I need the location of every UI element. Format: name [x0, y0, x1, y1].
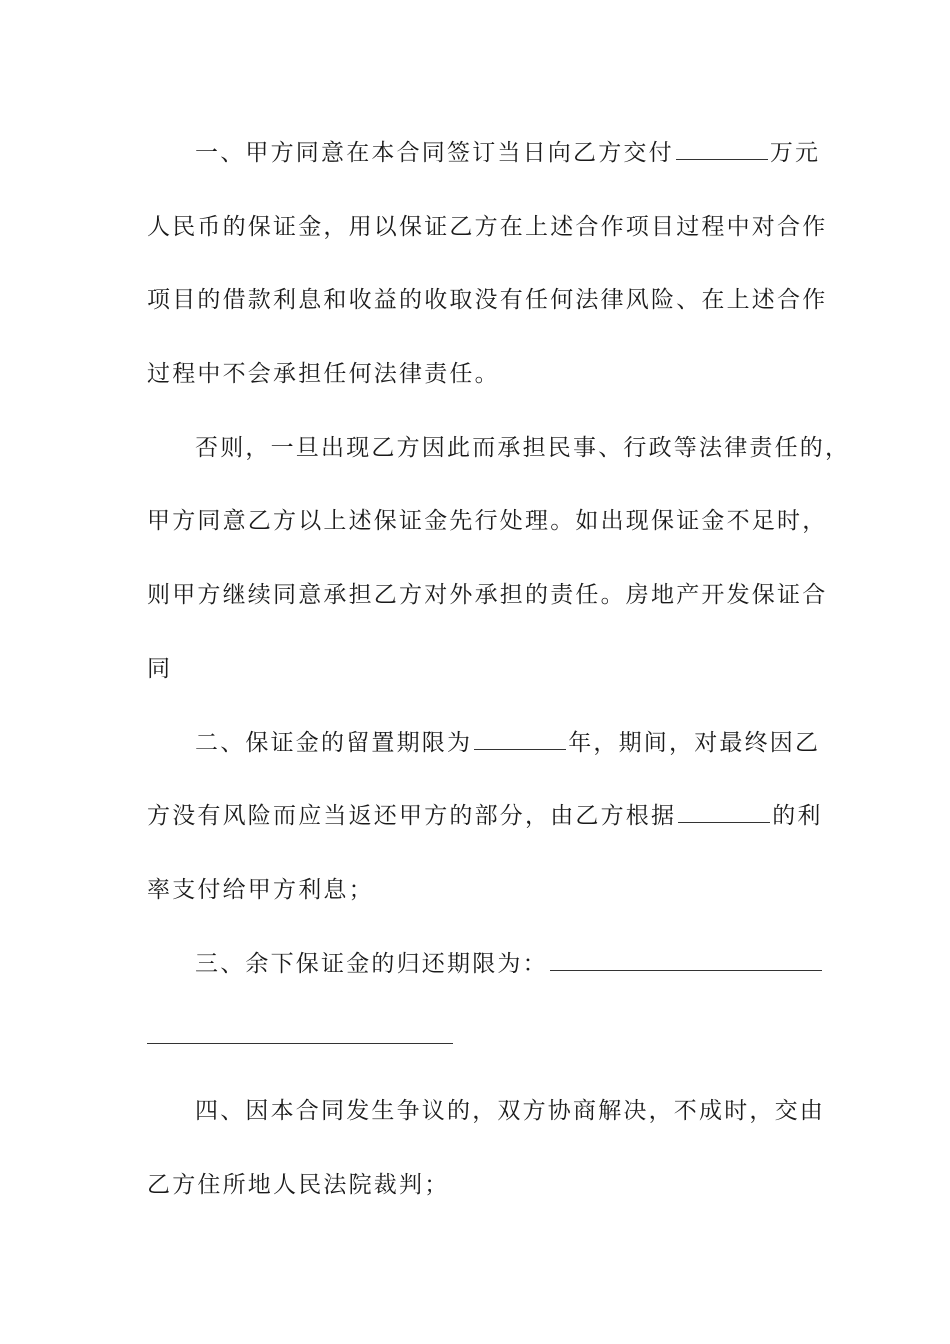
text-line	[147, 423, 851, 497]
fill-in-blank	[550, 950, 822, 971]
text-line	[147, 275, 828, 349]
text-line	[147, 496, 828, 570]
fill-in-blank	[147, 1023, 453, 1044]
text-segment: 二、保证金的留置期限为	[195, 729, 473, 756]
text-line	[147, 939, 807, 1013]
text-segment: 的利	[772, 803, 823, 830]
text-line	[147, 1086, 825, 1160]
text-segment: 项目的借款利息和收益的收取没有任何法律风险、在上述合作	[147, 287, 828, 314]
fill-in-blank	[678, 802, 770, 823]
text-segment: 万元	[769, 140, 821, 166]
text-segment: 乙方住所地人民法院裁判；	[147, 1171, 450, 1198]
text-segment: 年，期间，对最终因乙	[568, 729, 821, 756]
text-line	[147, 865, 807, 939]
text-line	[147, 791, 823, 865]
fill-in-blank	[676, 139, 768, 160]
text-segment: 四、因本合同发生争议的，双方协商解决，不成时，交由	[195, 1097, 825, 1124]
text-segment: 过程中不会承担任何法律责任。	[147, 361, 500, 388]
fill-in-blank	[474, 729, 566, 750]
text-line	[147, 1160, 807, 1234]
text-segment: 人民币的保证金，用以保证乙方在上述合作项目过程中对合作	[147, 213, 828, 240]
text-segment: 否则，一旦出现乙方因此而承担民事、行政等法律责任的，	[195, 434, 851, 461]
text-line	[147, 202, 828, 276]
text-line	[147, 1012, 807, 1086]
text-segment: 甲方同意乙方以上述保证金先行处理。如出现保证金不足时，	[147, 508, 828, 535]
document-body	[147, 128, 851, 1233]
text-segment: 则甲方继续同意承担乙方对外承担的责任。房地产开发保证合	[147, 582, 828, 609]
text-segment: 一、甲方同意在本合同签订当日向乙方交付	[195, 140, 674, 166]
text-segment: 方没有风险而应当返还甲方的部分，由乙方根据	[147, 803, 677, 830]
text-segment: 率支付给甲方利息；	[147, 876, 374, 903]
text-line	[147, 718, 821, 792]
text-line	[147, 570, 828, 644]
text-line	[147, 349, 807, 423]
text-segment: 三、余下保证金的归还期限为：	[195, 950, 548, 977]
text-segment: 同	[147, 655, 173, 682]
text-line	[147, 128, 821, 202]
text-line	[147, 644, 807, 718]
